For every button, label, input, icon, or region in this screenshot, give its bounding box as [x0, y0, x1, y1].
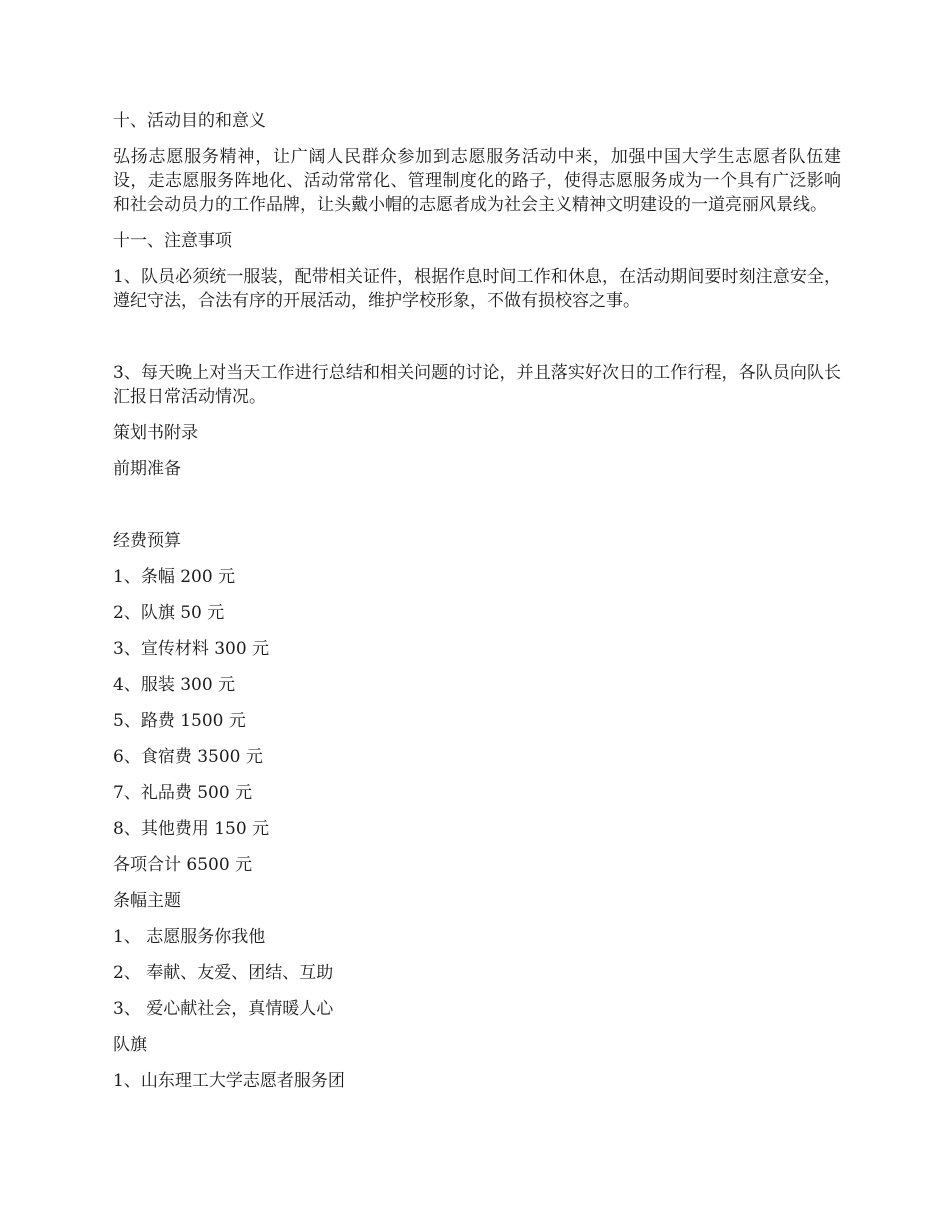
banner-heading: 条幅主题: [113, 891, 181, 911]
banner-item: 1、 志愿服务你我他: [113, 927, 266, 947]
banner-item: 2、 奉献、友爱、团结、互助: [113, 963, 334, 983]
prep-heading: 前期准备: [113, 459, 181, 479]
document-page: [113, 109, 841, 1105]
flag-heading: 队旗: [113, 1035, 147, 1055]
budget-item: 5、路费 1500 元: [113, 711, 246, 731]
notice-item-1: 1、队员必须统一服装，配带相关证件，根据作息时间工作和休息，在活动期间要时刻注意安全，遵纪守法，合法有序的开展活动，维护学校形象，不做有损校容之事。: [113, 267, 841, 311]
section-10-heading: 十、活动目的和意义: [113, 111, 266, 131]
budget-item: 2、队旗 50 元: [113, 603, 225, 623]
notice-item-3: 3、每天晚上对当天工作进行总结和相关问题的讨论，并且落实好次日的工作行程，各队员向队长汇报日常活动情况。: [113, 363, 841, 407]
budget-item: 6、食宿费 3500 元: [113, 747, 263, 767]
appendix-title: 策划书附录: [113, 423, 198, 443]
budget-item: 8、其他费用 150 元: [113, 819, 270, 839]
budget-heading: 经费预算: [113, 531, 181, 551]
section-10-body: 弘扬志愿服务精神，让广阔人民群众参加到志愿服务活动中来，加强中国大学生志愿者队伍建设，走志愿服务阵地化、活动常常化、管理制度化的路子，使得志愿服务成为一个具有广泛影响和社会动员力的工作品牌，让头戴小帽的志愿者成为社会主义精神文明建设的一道亮丽风景线。: [113, 147, 841, 215]
flag-item: 1、山东理工大学志愿者服务团: [113, 1071, 345, 1091]
budget-item: 3、宣传材料 300 元: [113, 639, 270, 659]
budget-item: 4、服装 300 元: [113, 675, 236, 695]
section-11-heading: 十一、注意事项: [113, 231, 232, 251]
budget-item: 7、礼品费 500 元: [113, 783, 253, 803]
budget-item: 1、条幅 200 元: [113, 567, 236, 587]
banner-item: 3、 爱心献社会，真情暖人心: [113, 999, 334, 1019]
budget-total: 各项合计 6500 元: [113, 855, 253, 875]
